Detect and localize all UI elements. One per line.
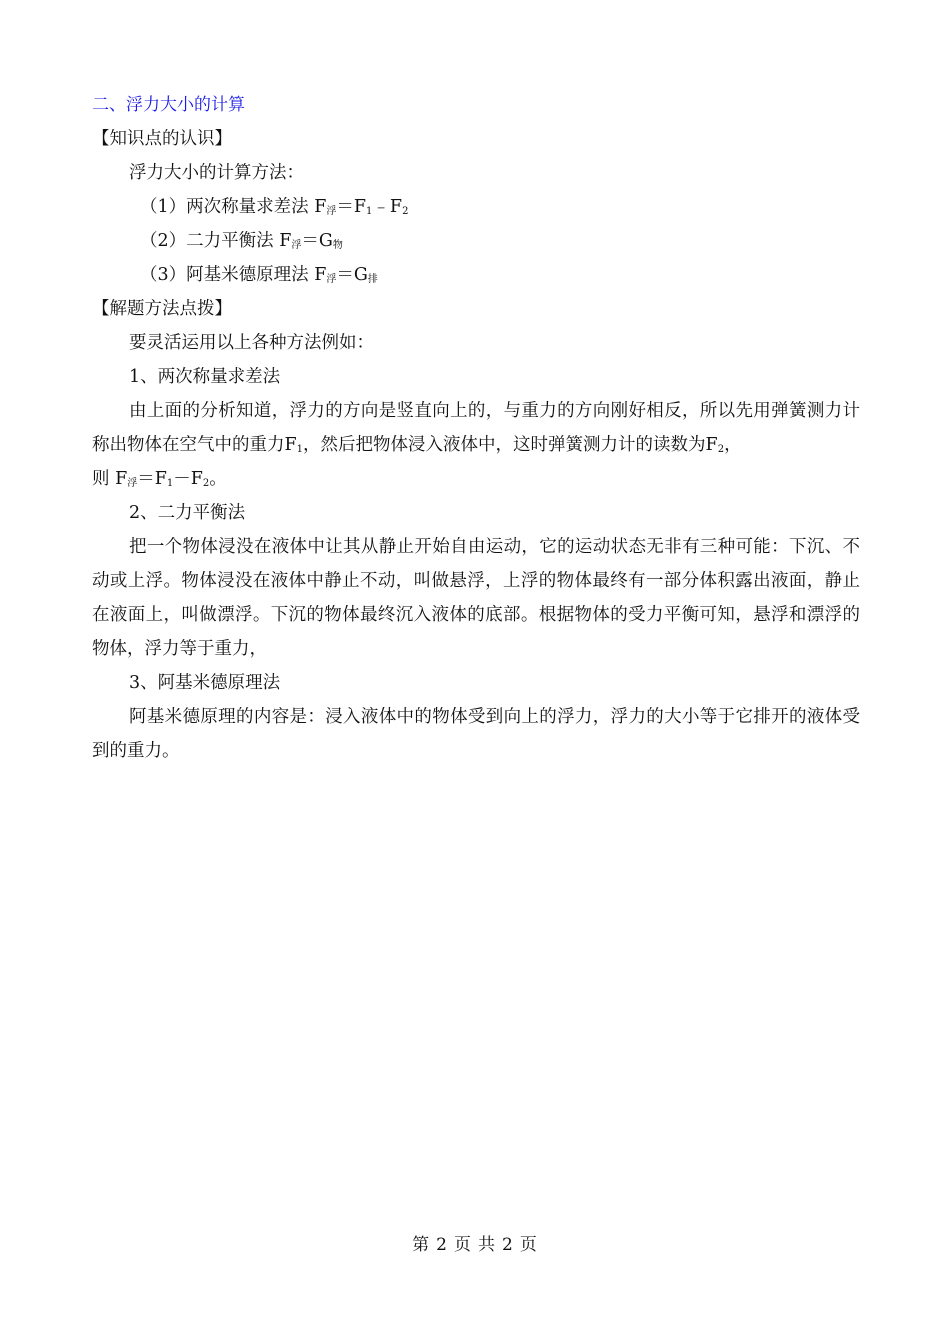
method-2-sub-wu: 物 (332, 240, 343, 251)
section-1-sub-2: 2 (717, 444, 725, 455)
formula-sub-2: 2 (202, 478, 210, 489)
footer-ye-2: 页 (519, 1235, 538, 1255)
section-1-text-b: ，然后把物体浸入液体中，这时弹簧测力计的读数为 (303, 435, 706, 455)
section-1-text-a: 由上面的分析知道，浮力的方向是竖直向上的，与重力的方向刚好相反，所以先用弹簧测力计称出物体在空气中的重力 (92, 401, 860, 455)
section-2-title: 2、二力平衡法 (129, 503, 246, 523)
section-1-paragraph (92, 394, 860, 462)
formula-sub-fu: 浮 (127, 478, 138, 489)
method-1-minus: ﹣F (372, 197, 403, 217)
method-2-eq: ＝G (301, 231, 333, 251)
section-heading: 二、浮力大小的计算 (92, 95, 245, 115)
document-page (92, 88, 860, 768)
method-2-f: F (279, 231, 292, 251)
method-2-prefix: （2）二力平衡法 (140, 231, 274, 251)
section-1-f2: F (705, 435, 718, 455)
knowledge-label: 【知识点的认识】 (92, 129, 232, 149)
method-1-f: F (314, 197, 327, 217)
method-1-sub-fu: 浮 (326, 206, 337, 217)
method-3-sub-fu: 浮 (326, 274, 337, 285)
section-3-title: 3、阿基米德原理法 (129, 673, 281, 693)
formula-minus: －F (173, 469, 203, 489)
tips-label: 【解题方法点拨】 (92, 299, 232, 319)
tips-intro: 要灵活运用以上各种方法例如： (129, 333, 374, 353)
section-1-formula (92, 462, 860, 496)
page-footer (0, 1230, 950, 1255)
method-1-prefix: （1）两次称量求差法 (140, 197, 309, 217)
section-1-text-c: ， (724, 435, 742, 455)
section-3-paragraph: 阿基米德原理的内容是：浸入液体中的物体受到向上的浮力，浮力的大小等于它排开的液体受到的重力。 (92, 707, 860, 761)
formula-pre: 则 F (92, 469, 128, 489)
formula-sub-1: 1 (166, 478, 174, 489)
section-1-sub-1: 1 (296, 444, 304, 455)
footer-total-pages: 2 (502, 1235, 514, 1255)
method-1 (92, 190, 860, 224)
method-3-sub-pai: 排 (367, 274, 378, 285)
section-1-f1: F (284, 435, 297, 455)
method-3-eq: ＝G (336, 265, 368, 285)
method-3-f: F (314, 265, 327, 285)
footer-gong: 共 (478, 1235, 496, 1255)
footer-di: 第 (412, 1235, 431, 1255)
formula-eq: ＝F (137, 469, 167, 489)
methods-intro: 浮力大小的计算方法： (129, 163, 304, 183)
method-1-eq: ＝F (336, 197, 367, 217)
section-1-title: 1、两次称量求差法 (129, 367, 281, 387)
footer-page-number: 2 (436, 1235, 448, 1255)
method-1-sub-1: 1 (366, 206, 373, 217)
method-2-sub-fu: 浮 (291, 240, 302, 251)
method-3-prefix: （3）阿基米德原理法 (140, 265, 309, 285)
method-3 (92, 258, 860, 292)
formula-end: 。 (209, 469, 227, 489)
method-1-sub-2: 2 (402, 206, 409, 217)
method-2 (92, 224, 860, 258)
section-2-paragraph: 把一个物体浸没在液体中让其从静止开始自由运动，它的运动状态无非有三种可能：下沉、不动或上浮。物体浸没在液体中静止不动，叫做悬浮，上浮的物体最终有一部分体积露出液面，静止在液面上，叫做漂浮。下沉的物体最终沉入液体的底部。根据物体的受力平衡可知，悬浮和漂浮的物体，浮力等于重力， (92, 537, 860, 659)
footer-ye: 页 (454, 1235, 472, 1255)
